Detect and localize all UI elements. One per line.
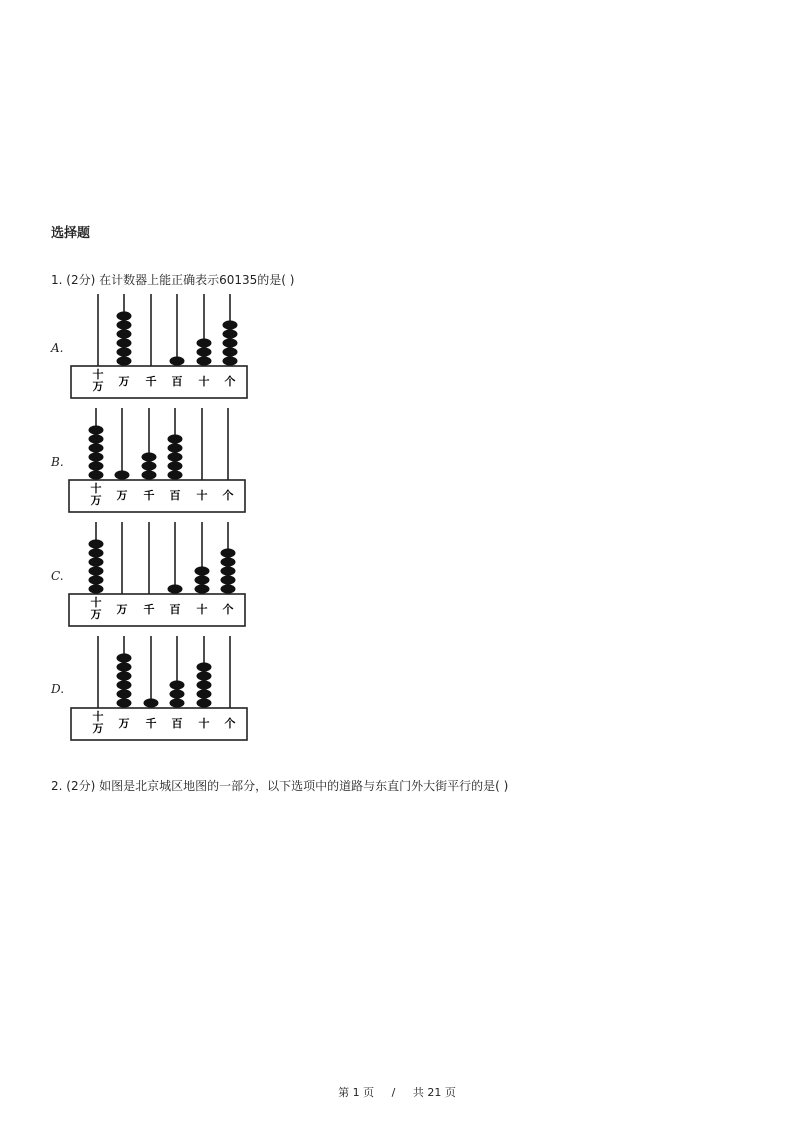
abacus-rod-label: 百 [169,603,181,616]
abacus-rod-label: 万 [90,494,102,507]
abacus-bead [89,557,104,566]
abacus-bead [197,662,212,671]
option-a-label[interactable]: A. [51,341,64,355]
abacus-bead [221,548,236,557]
abacus-rod-label: 万 [90,608,102,621]
option-c-abacus [66,520,248,630]
abacus-rod-label: 万 [118,375,130,388]
abacus-rod-label: 百 [171,717,183,730]
abacus-bead [197,689,212,698]
option-c-label[interactable]: C. [51,569,64,583]
abacus-rod-label: 百 [169,489,181,502]
abacus-bead [170,689,185,698]
abacus-rod-label: 万 [92,380,104,393]
section-title: 选择题 [51,226,91,241]
abacus-bead [117,653,132,662]
abacus-bead [117,698,132,707]
abacus-bead [117,311,132,320]
footer-total-pages: 共 21 页 [412,1086,456,1099]
abacus-bead [195,566,210,575]
abacus-bead [168,461,183,470]
footer-separator: / [391,1086,396,1099]
abacus-bead [142,452,157,461]
abacus-bead [197,698,212,707]
page-footer [0,1084,794,1100]
abacus-bead [117,356,132,365]
abacus-rod-label: 十 [92,710,104,723]
abacus-bead [117,671,132,680]
abacus-rod-label: 万 [92,722,104,735]
abacus-bead [168,434,183,443]
abacus-bead [168,443,183,452]
option-b-abacus [66,406,248,516]
option-d-abacus [68,634,250,744]
abacus-drawing [66,406,248,516]
abacus-rod-label: 十 [196,603,208,616]
abacus-rod-label: 十 [92,368,104,381]
abacus-rod-label: 万 [118,717,130,730]
abacus-drawing [68,634,250,744]
abacus-bead [221,566,236,575]
abacus-rod-label: 十 [198,717,210,730]
question-2-text: 2. (2分) 如图是北京城区地图的一部分，以下选项中的道路与东直门外大街平行的是( ) [51,779,509,793]
abacus-bead [89,575,104,584]
abacus-bead [170,680,185,689]
abacus-rod-label: 个 [224,717,236,730]
abacus-bead [221,557,236,566]
abacus-bead [89,470,104,479]
abacus-rod-label: 千 [145,717,157,730]
abacus-bead [223,347,238,356]
abacus-rod-label: 十 [90,482,102,495]
abacus-bead [168,584,183,593]
abacus-bead [142,470,157,479]
abacus-rod-label: 个 [224,375,236,388]
question-1-text: 1. (2分) 在计数器上能正确表示60135的是( ) [51,273,295,287]
abacus-bead [197,671,212,680]
abacus-bead [221,575,236,584]
abacus-bead [117,320,132,329]
abacus-bead [195,575,210,584]
abacus-bead [223,338,238,347]
abacus-bead [170,698,185,707]
abacus-bead [223,329,238,338]
abacus-bead [142,461,157,470]
option-d-label[interactable]: D. [51,682,65,696]
abacus-rod-label: 十 [196,489,208,502]
abacus-rod-label: 万 [116,489,128,502]
abacus-rod-label: 千 [143,489,155,502]
abacus-rod-label: 千 [145,375,157,388]
abacus-bead [197,338,212,347]
abacus-bead [89,443,104,452]
option-b-label[interactable]: B. [51,455,64,469]
abacus-bead [89,584,104,593]
abacus-bead [89,539,104,548]
abacus-bead [115,470,130,479]
abacus-bead [89,425,104,434]
abacus-rod-label: 十 [90,596,102,609]
abacus-rod-label: 个 [222,603,234,616]
abacus-bead [89,452,104,461]
abacus-bead [144,698,159,707]
abacus-rod-label: 千 [143,603,155,616]
abacus-bead [195,584,210,593]
abacus-rod-label: 个 [222,489,234,502]
abacus-bead [117,338,132,347]
abacus-bead [197,347,212,356]
abacus-bead [89,548,104,557]
abacus-bead [168,470,183,479]
abacus-rod-label: 百 [171,375,183,388]
abacus-bead [170,356,185,365]
abacus-bead [117,662,132,671]
footer-current-page: 第 1 页 [338,1086,375,1099]
abacus-bead [89,434,104,443]
abacus-bead [197,356,212,365]
abacus-bead [117,680,132,689]
abacus-rod-label: 十 [198,375,210,388]
option-a-abacus [68,292,250,402]
abacus-bead [168,452,183,461]
abacus-bead [221,584,236,593]
abacus-drawing [66,520,248,630]
abacus-bead [197,680,212,689]
abacus-bead [223,320,238,329]
abacus-bead [117,689,132,698]
abacus-bead [89,461,104,470]
abacus-bead [117,347,132,356]
abacus-bead [117,329,132,338]
abacus-bead [223,356,238,365]
abacus-bead [89,566,104,575]
abacus-drawing [68,292,250,402]
abacus-rod-label: 万 [116,603,128,616]
